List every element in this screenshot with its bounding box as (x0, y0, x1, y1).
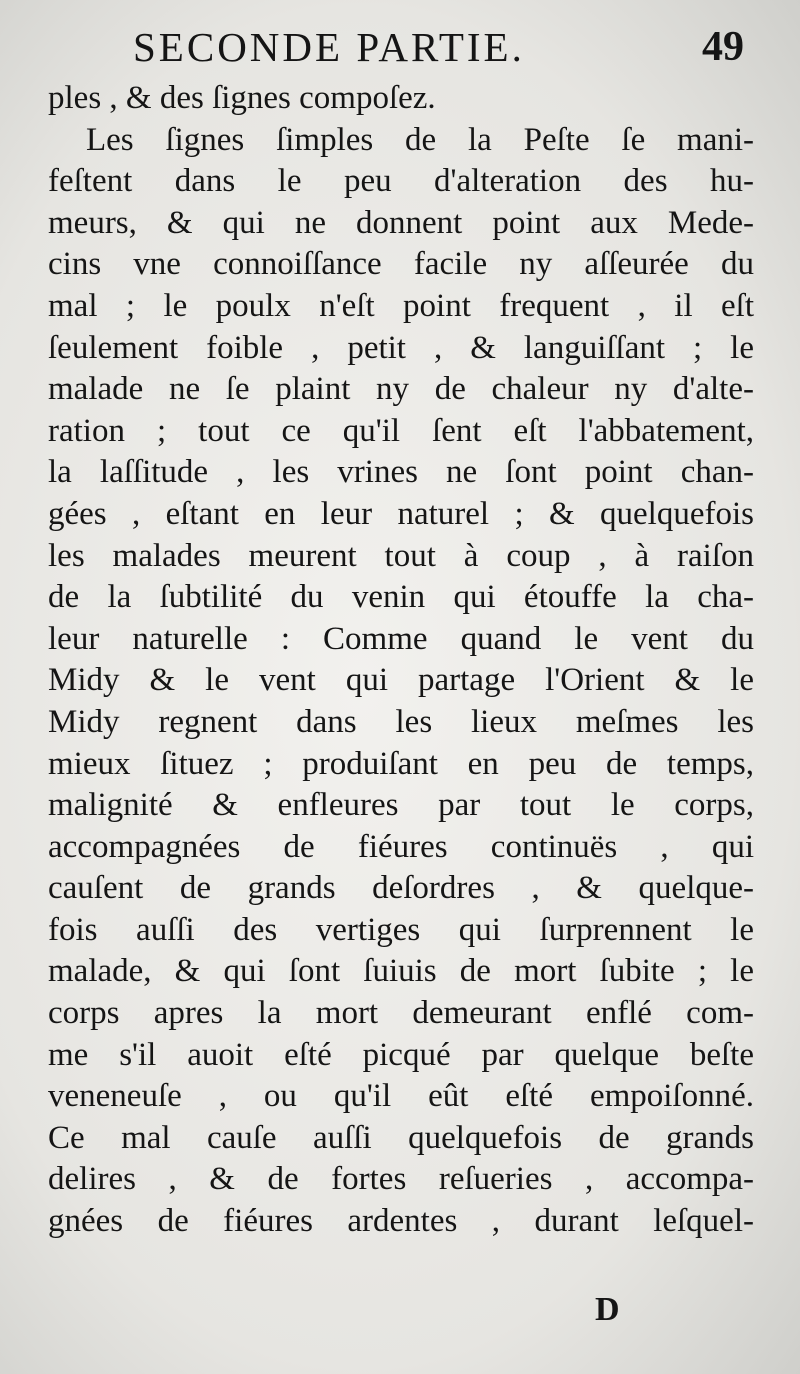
text-line: malade ne ſe plaint ny de chaleur ny d'alte- (48, 371, 754, 408)
text-line: cauſent de grands deſordres , & quelque- (48, 870, 754, 907)
text-line: Midy & le vent qui partage l'Orient & le (48, 662, 754, 699)
text-line: ſeulement foible , petit , & languiſſant ; le (48, 329, 754, 366)
running-head (0, 22, 800, 72)
text-line: accompagnées de fiéures continuës , qui (48, 828, 754, 865)
text-line: Les ſignes ſimples de la Peſte ſe mani- (86, 121, 754, 158)
text-line: feſtent dans le peu d'alteration des hu- (48, 163, 754, 200)
text-line: malignité & enfleures par tout le corps, (48, 787, 754, 824)
running-title: SECONDE PARTIE. (133, 24, 525, 70)
text-line: fois auſſi des vertiges qui ſurprennent le (48, 911, 754, 948)
text-line: cins vne connoiſſance facile ny aſſeurée du (48, 246, 754, 283)
text-line: Ce mal cauſe auſſi quelquefois de grands (48, 1119, 754, 1156)
text-line: meurs, & qui ne donnent point aux Mede- (48, 204, 754, 241)
text-line: ration ; tout ce qu'il ſent eſt l'abbatement, (48, 412, 754, 449)
text-line: leur naturelle : Comme quand le vent du (48, 620, 754, 657)
text-line: de la ſubtilité du venin qui étouffe la cha- (48, 579, 754, 616)
text-line: Midy regnent dans les lieux meſmes les (48, 703, 754, 740)
text-line: gées , eſtant en leur naturel ; & quelquefois (48, 495, 754, 532)
text-line: gnées de fiéures ardentes , durant leſquel- (48, 1203, 754, 1240)
text-line: veneneuſe , ou qu'il eût eſté empoiſonné. (48, 1078, 754, 1115)
text-line: mal ; le poulx n'eſt point frequent , il eſt (48, 287, 754, 324)
text-line: malade, & qui ſont ſuiuis de mort ſubite ; le (48, 953, 754, 990)
page-number: 49 (702, 24, 744, 70)
text-line: la laſſitude , les vrines ne ſont point chan- (48, 454, 754, 491)
text-line: corps apres la mort demeurant enflé com- (48, 995, 754, 1032)
text-line: delires , & de fortes reſueries , accompa- (48, 1161, 754, 1198)
text-line: mieux ſituez ; produiſant en peu de temps, (48, 745, 754, 782)
text-line: ples , & des ſignes compoſez. (48, 80, 436, 116)
body-text (48, 78, 754, 1243)
text-line: me s'il auoit eſté picqué par quelque beſte (48, 1036, 754, 1073)
signature-mark: D (595, 1291, 620, 1328)
text-line: les malades meurent tout à coup , à raiſon (48, 537, 754, 574)
